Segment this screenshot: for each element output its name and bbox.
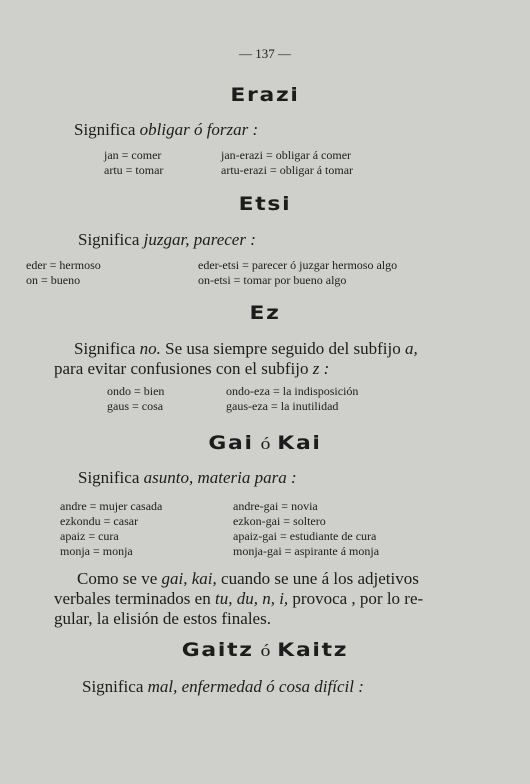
example-right: monja-gai = aspirante á monja xyxy=(233,544,380,558)
definition-etsi xyxy=(78,230,256,250)
paragraph-line3: gular, la elisión de estos finales. xyxy=(54,609,271,628)
heading-erazi: Erazi xyxy=(230,84,300,106)
definition-ez-line2 xyxy=(54,359,329,379)
example-right: on-etsi = tomar por bueno algo xyxy=(198,273,347,287)
definition-lead: Significa xyxy=(74,120,136,139)
heading-gai-kai xyxy=(0,432,530,454)
definition-ez-line1 xyxy=(74,339,418,359)
heading-word: Kai xyxy=(277,432,322,454)
definition-text: Se usa siempre seguido del subfijo xyxy=(165,339,401,358)
heading-word: Gai xyxy=(208,432,254,454)
definition-gaitz xyxy=(82,677,364,697)
example-left: eder = hermoso xyxy=(26,258,101,272)
example-right: ondo-eza = la indisposición xyxy=(226,384,359,398)
heading-ez: Ez xyxy=(249,302,281,324)
suffix-z: z : xyxy=(312,359,330,378)
paragraph-text: Como se ve xyxy=(77,569,158,588)
heading-conjunction: ó xyxy=(260,641,271,660)
example-left: on = bueno xyxy=(26,273,81,287)
paragraph-text: cuando se une á los adjetivos xyxy=(221,569,419,588)
definition-lead: Significa xyxy=(78,468,140,487)
example-left: apaiz = cura xyxy=(60,529,119,543)
definition-meaning: juzgar, parecer : xyxy=(143,230,256,249)
example-right: eder-etsi = parecer ó juzgar hermoso algo xyxy=(198,258,398,272)
paragraph-text: provoca , por lo re- xyxy=(292,589,424,608)
example-right: artu-erazi = obligar á tomar xyxy=(221,163,354,177)
definition-meaning: no. xyxy=(139,339,161,358)
definition-lead: Significa xyxy=(74,339,136,358)
definition-lead: Significa xyxy=(82,677,144,696)
heading-conjunction: ó xyxy=(260,434,271,453)
example-right: ezkon-gai = soltero xyxy=(233,514,326,528)
example-left: ondo = bien xyxy=(107,384,165,398)
heading-word: Kaitz xyxy=(277,639,349,661)
example-right: gaus-eza = la inutilidad xyxy=(226,399,339,413)
paragraph-text: verbales terminados en xyxy=(54,589,211,608)
definition-meaning: asunto, materia para : xyxy=(143,468,297,487)
paragraph-italic: gai, kai, xyxy=(161,569,217,588)
heading-etsi: Etsi xyxy=(238,193,292,215)
definition-lead: Significa xyxy=(78,230,140,249)
definition-meaning: obligar ó forzar : xyxy=(139,120,259,139)
definition-text: para evitar confusiones con el subfijo xyxy=(54,359,309,378)
heading-word: Gaitz xyxy=(181,639,254,661)
example-left: gaus = cosa xyxy=(107,399,164,413)
page-number: — 137 — xyxy=(239,46,291,61)
example-right: jan-erazi = obligar á comer xyxy=(221,148,352,162)
paragraph-line1 xyxy=(77,569,419,589)
example-left: ezkondu = casar xyxy=(60,514,139,528)
heading-gaitz-kaitz xyxy=(0,639,530,661)
definition-meaning: mal, enfermedad ó cosa difícil : xyxy=(147,677,364,696)
example-left: artu = tomar xyxy=(104,163,164,177)
suffix-a: a, xyxy=(405,339,418,358)
example-right: andre-gai = novia xyxy=(233,499,318,513)
definition-erazi xyxy=(74,120,258,140)
paragraph-line2 xyxy=(54,589,423,609)
example-left: monja = monja xyxy=(60,544,133,558)
example-left: andre = mujer casada xyxy=(60,499,163,513)
example-right: apaiz-gai = estudiante de cura xyxy=(233,529,377,543)
paragraph-italic: tu, du, n, i, xyxy=(214,589,289,608)
definition-gai xyxy=(78,468,297,488)
example-left: jan = comer xyxy=(104,148,162,162)
